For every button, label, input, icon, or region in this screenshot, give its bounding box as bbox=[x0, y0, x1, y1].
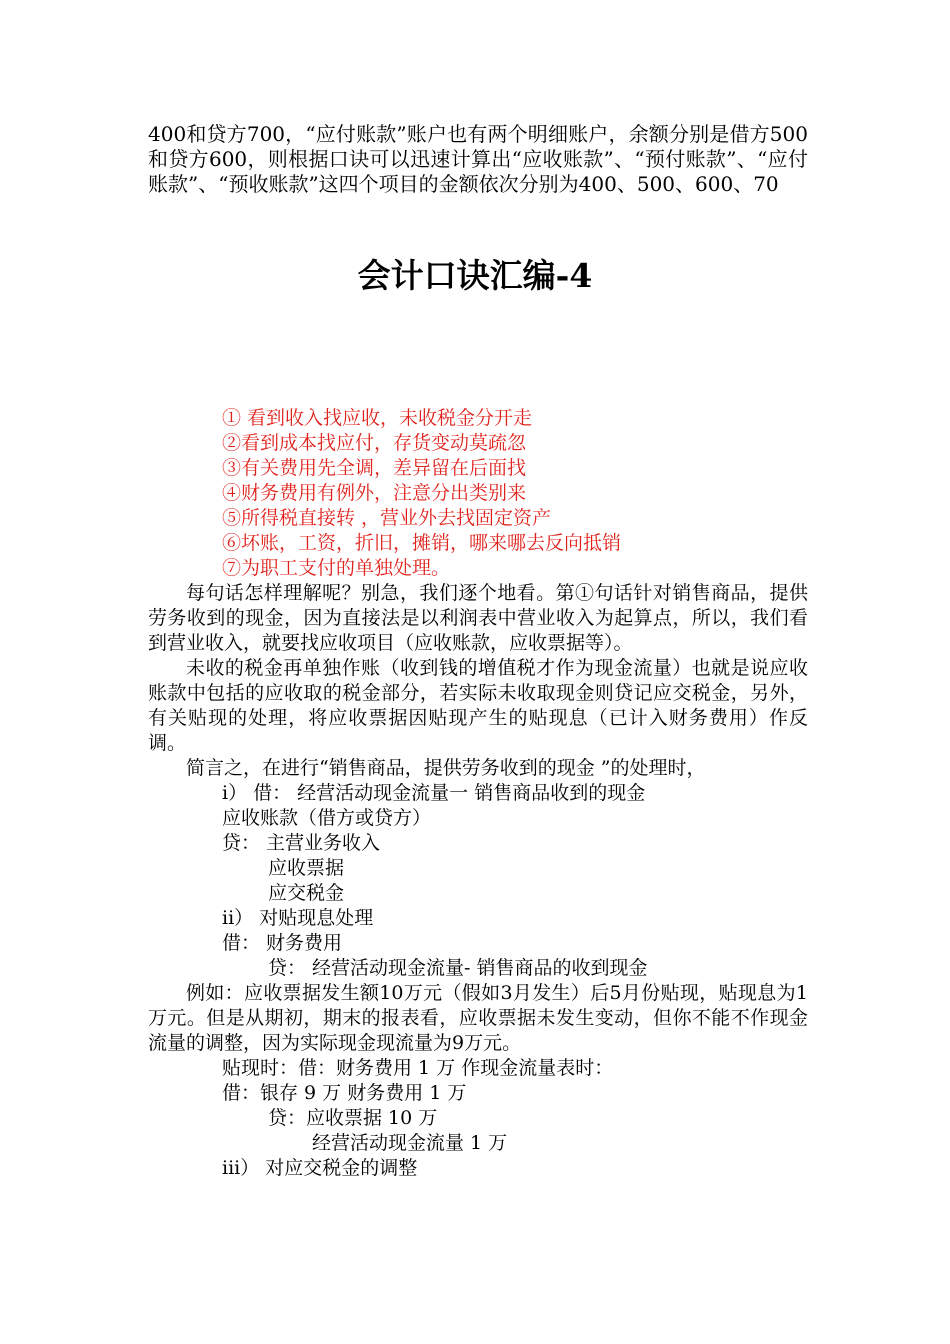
intro-paragraph: 400和贷方700，“应付账款”账户也有两个明细账户，余额分别是借方500和贷方600，则根据口诀可以迅速计算出“应收账款”、“预付账款”、“应付账款”、“预收账款”这四个项目的金额依次分别为400、500、600、70 bbox=[148, 122, 808, 196]
entry-heading: iii） 对应交税金的调整 bbox=[222, 1157, 418, 1179]
mnemonic-item: ⑥坏账，工资，折旧，摊销，哪来哪去反向抵销 bbox=[222, 532, 622, 554]
mnemonic-item: ④财务费用有例外，注意分出类别来 bbox=[222, 482, 527, 504]
mnemonic-list bbox=[222, 406, 822, 581]
entry-line: 贷： 主营业务收入 bbox=[222, 832, 381, 854]
mnemonic-item: ① 看到收入找应收，未收税金分开走 bbox=[222, 407, 533, 429]
entry-line: 借：银存 9 万 财务费用 1 万 bbox=[222, 1082, 467, 1104]
entry-line: 应收票据 bbox=[268, 857, 345, 879]
mnemonic-item: ⑦为职工支付的单独处理。 bbox=[222, 557, 451, 579]
paragraph-summary: 简言之，在进行“销售商品，提供劳务收到的现金 ”的处理时， bbox=[186, 757, 706, 779]
entry-line: 应收账款（借方或贷方） bbox=[222, 807, 432, 829]
entry-line: 贷： 经营活动现金流量- 销售商品的收到现金 bbox=[268, 957, 648, 979]
mnemonic-item: ③有关费用先全调，差异留在后面找 bbox=[222, 457, 527, 479]
mnemonic-item: ⑤所得税直接转 ，营业外去找固定资产 bbox=[222, 507, 552, 529]
body-text bbox=[148, 581, 808, 1181]
entry-line: 借： 财务费用 bbox=[222, 932, 343, 954]
paragraph-tax: 未收的税金再单独作账（收到钱的增值税才作为现金流量）也就是说应收账款中包括的应收取的税金部分，若实际未收取现金则贷记应交税金，另外，有关贴现的处理，将应收票据因贴现产生的贴现息（已计入财务费用）作反调。 bbox=[148, 657, 808, 754]
entry-heading: ii） 对贴现息处理 bbox=[222, 907, 374, 929]
entry-line: i） 借： 经营活动现金流量一 销售商品收到的现金 bbox=[222, 782, 646, 804]
entry-line: 应交税金 bbox=[268, 882, 345, 904]
entry-line: 贴现时：借：财务费用 1 万 作现金流量表时： bbox=[222, 1057, 614, 1079]
paragraph-example: 例如：应收票据发生额10万元（假如3月发生）后5月份贴现，贴现息为1万元。但是从期初，期末的报表看，应收票据未发生变动，但你不能不作现金流量的调整，因为实际现金现流量为9万元。 bbox=[148, 982, 808, 1054]
entry-line: 贷：应收票据 10 万 bbox=[268, 1107, 438, 1129]
page-title: 会计口诀汇编-4 bbox=[357, 256, 593, 295]
paragraph-explanation: 每句话怎样理解呢？别急，我们逐个地看。第①句话针对销售商品，提供劳务收到的现金，因为直接法是以利润表中营业收入为起算点，所以，我们看到营业收入，就要找应收项目（应收账款，应收票据等）。 bbox=[148, 582, 808, 654]
mnemonic-item: ②看到成本找应付，存货变动莫疏忽 bbox=[222, 432, 527, 454]
entry-line: 经营活动现金流量 1 万 bbox=[312, 1132, 508, 1154]
